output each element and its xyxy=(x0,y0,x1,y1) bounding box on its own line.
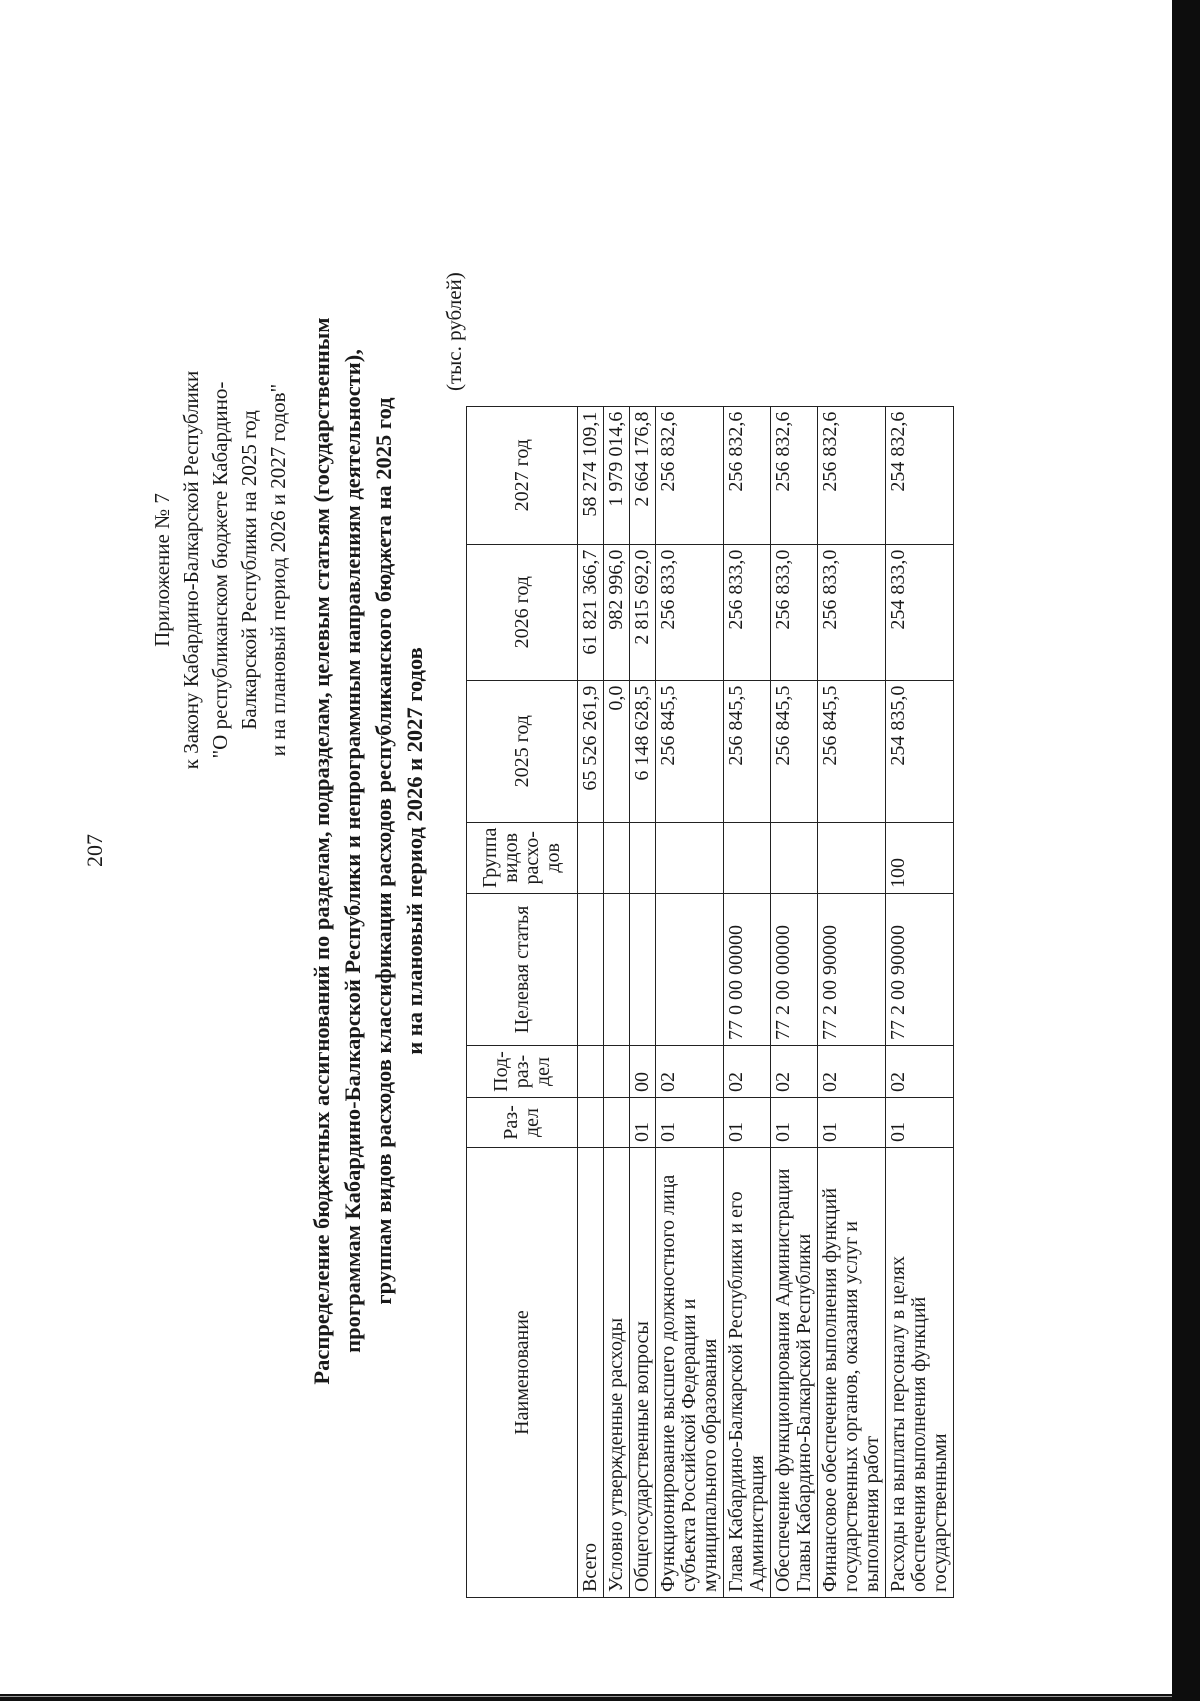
cell-name: Расходы на выплаты персоналу в целях обеспечения выполнения функций государственными xyxy=(886,1148,954,1598)
cell-name: Общегосударственные вопросы xyxy=(630,1148,656,1598)
cell-podrazdel xyxy=(604,1046,630,1098)
cell-2027: 254 832,6 xyxy=(886,406,954,544)
cell-2027: 2 664 176,8 xyxy=(630,406,656,544)
cell-name: Финансовое обеспечение выполнения функций государственных органов, оказания услуг и выполнения работ xyxy=(818,1148,886,1598)
cell-celevaya: 77 2 00 90000 xyxy=(886,894,954,1046)
scan-edge-dark xyxy=(1172,0,1200,1701)
cell-podrazdel: 02 xyxy=(724,1046,771,1098)
cell-gruppa xyxy=(656,822,724,893)
cell-2026: 256 833,0 xyxy=(656,544,724,680)
appendix-line: Балкарской Республики на 2025 год xyxy=(237,410,261,730)
cell-name: Функционирование высшего должностного лица субъекта Российской Федерации и муниципального образования xyxy=(656,1148,724,1598)
table-row xyxy=(578,406,604,1597)
appendix-line: и на плановый период 2026 и 2027 годов" xyxy=(266,383,290,757)
cell-razdel: 01 xyxy=(656,1098,724,1148)
header-2025: 2025 год xyxy=(467,680,578,822)
cell-razdel: 01 xyxy=(818,1098,886,1148)
cell-2025: 256 845,5 xyxy=(771,680,818,822)
cell-name: Всего xyxy=(578,1148,604,1598)
title-line: группам видов расходов классификации расходов республиканского бюджета на 2025 год xyxy=(371,397,396,1305)
cell-podrazdel: 02 xyxy=(656,1046,724,1098)
table-row xyxy=(630,406,656,1597)
scan-edge-line xyxy=(0,1696,1200,1697)
cell-razdel: 01 xyxy=(886,1098,954,1148)
title-line: программам Кабардино-Балкарской Республики и непрограммным направлениям деятельности), xyxy=(340,349,365,1353)
header-celevaya: Целевая статья xyxy=(467,894,578,1046)
table-row xyxy=(886,406,954,1597)
header-name: Наименование xyxy=(467,1148,578,1598)
budget-table xyxy=(466,406,954,1598)
cell-gruppa xyxy=(630,822,656,893)
cell-2027: 58 274 109,1 xyxy=(578,406,604,544)
appendix-line: "О республиканском бюджете Кабардино- xyxy=(208,381,232,759)
cell-2025: 0,0 xyxy=(604,680,630,822)
appendix-header xyxy=(148,290,293,850)
cell-2025: 6 148 628,5 xyxy=(630,680,656,822)
header-gruppa: Группа видов расхо- дов xyxy=(467,822,578,893)
table-row xyxy=(771,406,818,1597)
title-line: и на плановый период 2026 и 2027 годов xyxy=(402,647,427,1055)
cell-razdel: 01 xyxy=(630,1098,656,1148)
cell-razdel xyxy=(604,1098,630,1148)
cell-2027: 1 979 014,6 xyxy=(604,406,630,544)
table-row xyxy=(604,406,630,1597)
cell-celevaya xyxy=(578,894,604,1046)
cell-name: Условно утвержденные расходы xyxy=(604,1148,630,1598)
cell-2026: 61 821 366,7 xyxy=(578,544,604,680)
cell-2026: 256 833,0 xyxy=(771,544,818,680)
cell-name: Обеспечение функционирования Администрации Главы Кабардино-Балкарской Республики xyxy=(771,1148,818,1598)
cell-2026: 982 996,0 xyxy=(604,544,630,680)
cell-podrazdel: 02 xyxy=(818,1046,886,1098)
cell-2025: 256 845,5 xyxy=(724,680,771,822)
table-row xyxy=(656,406,724,1597)
cell-2026: 256 833,0 xyxy=(818,544,886,680)
cell-razdel: 01 xyxy=(724,1098,771,1148)
cell-2025: 256 845,5 xyxy=(818,680,886,822)
cell-podrazdel: 02 xyxy=(771,1046,818,1098)
header-2026: 2026 год xyxy=(467,544,578,680)
cell-razdel xyxy=(578,1098,604,1148)
cell-2027: 256 832,6 xyxy=(656,406,724,544)
units-label: (тыс. рублей) xyxy=(442,272,466,391)
cell-podrazdel xyxy=(578,1046,604,1098)
cell-celevaya: 77 2 00 90000 xyxy=(818,894,886,1046)
appendix-line: к Закону Кабардино-Балкарской Республики xyxy=(179,370,203,770)
header-2027: 2027 год xyxy=(467,406,578,544)
cell-celevaya: 77 2 00 00000 xyxy=(771,894,818,1046)
cell-2026: 254 833,0 xyxy=(886,544,954,680)
cell-name: Глава Кабардино-Балкарской Республики и его Администрация xyxy=(724,1148,771,1598)
page-number: 207 xyxy=(82,834,107,867)
appendix-line: Приложение № 7 xyxy=(150,493,174,647)
cell-gruppa xyxy=(604,822,630,893)
title-line: Распределение бюджетных ассигнований по разделам, подразделам, целевым статьям (государственным xyxy=(309,317,334,1385)
cell-gruppa xyxy=(771,822,818,893)
table-row xyxy=(818,406,886,1597)
document-title xyxy=(306,141,430,1561)
cell-celevaya: 77 0 00 00000 xyxy=(724,894,771,1046)
cell-2025: 65 526 261,9 xyxy=(578,680,604,822)
cell-2026: 256 833,0 xyxy=(724,544,771,680)
cell-podrazdel: 00 xyxy=(630,1046,656,1098)
cell-2027: 256 832,6 xyxy=(724,406,771,544)
cell-2027: 256 832,6 xyxy=(818,406,886,544)
table-row xyxy=(724,406,771,1597)
cell-gruppa xyxy=(724,822,771,893)
header-razdel: Раз- дел xyxy=(467,1098,578,1148)
table-header-row xyxy=(467,406,578,1597)
cell-2027: 256 832,6 xyxy=(771,406,818,544)
cell-2025: 256 845,5 xyxy=(656,680,724,822)
cell-celevaya xyxy=(630,894,656,1046)
cell-gruppa: 100 xyxy=(886,822,954,893)
cell-gruppa xyxy=(578,822,604,893)
header-podrazdel: Под- раз- дел xyxy=(467,1046,578,1098)
cell-2025: 254 835,0 xyxy=(886,680,954,822)
cell-gruppa xyxy=(818,822,886,893)
cell-celevaya xyxy=(604,894,630,1046)
cell-podrazdel: 02 xyxy=(886,1046,954,1098)
cell-celevaya xyxy=(656,894,724,1046)
cell-razdel: 01 xyxy=(771,1098,818,1148)
cell-2026: 2 815 692,0 xyxy=(630,544,656,680)
